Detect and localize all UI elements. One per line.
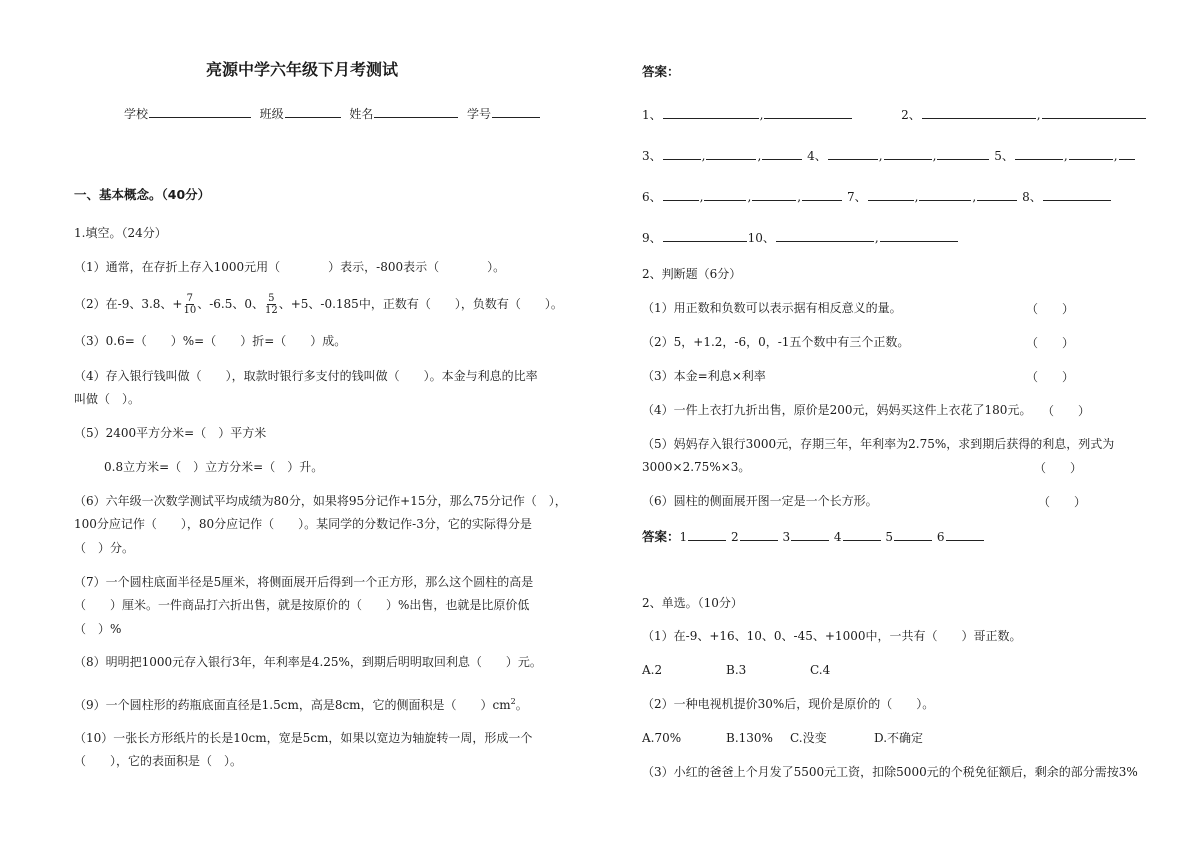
option-c[interactable]: C.4: [810, 663, 831, 677]
answer-blank[interactable]: [1042, 106, 1146, 119]
judge-2: （2）5，+1.2，-6，0，-1五个数中有三个正数。: [642, 335, 910, 349]
answer-label-1: 1、: [642, 108, 662, 122]
page-title: 亮源中学六年级下月考测试: [206, 60, 399, 79]
fill-heading: 1.填空。（24分）: [74, 226, 167, 240]
answer-blank[interactable]: [740, 528, 778, 541]
question-4-line-1: （4）存入银行钱叫做（ ），取款时银行多支付的钱叫做（ ）。本金与利息的比率: [74, 369, 538, 383]
answer-blank[interactable]: [843, 528, 881, 541]
option-b[interactable]: B.3: [726, 663, 747, 677]
question-2-text-a: （2）在-9、3.8、+: [74, 297, 183, 311]
answer-label-9: 9、: [642, 231, 662, 245]
judge-answer-num: 3: [782, 530, 791, 544]
single-heading: 2、单选。（10分）: [642, 596, 743, 610]
answer-blank[interactable]: [764, 106, 852, 119]
option-a[interactable]: A.2: [642, 663, 663, 677]
answer-blank[interactable]: [977, 188, 1017, 201]
answer-label-3: 3、: [642, 149, 662, 163]
name-blank[interactable]: [374, 105, 458, 118]
answer-label-5: 5、: [994, 149, 1014, 163]
judge-5-answer-box[interactable]: （ ）: [1034, 461, 1083, 475]
judge-4: （4）一件上衣打九折出售，原价是200元，妈妈买这件上衣花了180元。: [642, 403, 1032, 417]
answer-blank[interactable]: [828, 147, 878, 160]
answer-blank[interactable]: [919, 188, 971, 201]
question-10-line-2: （ ），它的表面积是（ ）。: [74, 754, 243, 768]
section-heading: 一、基本概念。（40分）: [74, 187, 211, 202]
answer-blank[interactable]: [894, 528, 932, 541]
class-label: 班级: [259, 107, 284, 121]
answer-blank[interactable]: [706, 147, 756, 160]
judge-3-answer-box[interactable]: （ ）: [1026, 370, 1075, 384]
judge-1-answer-box[interactable]: （ ）: [1026, 302, 1075, 316]
single-2: （2）一种电视机提价30%后，现价是原价的（ ）。: [642, 697, 935, 711]
answer-blank[interactable]: [663, 106, 759, 119]
question-7-line-1: （7）一个圆柱底面半径是5厘米，将侧面展开后得到一个正方形，那么这个圆柱的高是: [74, 575, 534, 589]
question-10-line-1: （10）一张长方形纸片的长是10cm，宽是5cm，如果以宽边为轴旋转一周，形成一个: [74, 731, 533, 745]
answer-row-4: 9、 10、 ,: [642, 229, 959, 246]
answer-blank[interactable]: [1069, 147, 1113, 160]
answer-label-4: 4、: [807, 149, 827, 163]
judge-6-answer-box[interactable]: （ ）: [1038, 495, 1087, 509]
judge-2-answer-box[interactable]: （ ）: [1026, 336, 1075, 350]
question-6-line-3: （ ）分。: [74, 541, 135, 555]
judge-1: （1）用正数和负数可以表示据有相反意义的量。: [642, 301, 902, 315]
student-info-row: [124, 105, 541, 122]
answer-blank[interactable]: [868, 188, 914, 201]
judge-answer-num: 4: [833, 530, 842, 544]
answer-label-10: 10、: [747, 231, 775, 245]
answer-blank[interactable]: [791, 528, 829, 541]
question-7-line-2: （ ）厘米。一件商品打六折出售，就是按原价的（ ）%出售，也就是比原价低: [74, 598, 530, 612]
single-3: （3）小红的爸爸上个月发了5500元工资，扣除5000元的个税免征额后，剩余的部分需按3%: [642, 765, 1138, 779]
id-label: 学号: [466, 107, 491, 121]
judge-answer-num: 2: [730, 530, 739, 544]
question-7-line-3: （ ）%: [74, 622, 122, 636]
question-5-line-2: 0.8立方米=（ ）立方分米=（ ）升。: [104, 460, 324, 474]
option-c[interactable]: C.没变: [790, 731, 827, 745]
answer-blank[interactable]: [776, 229, 874, 242]
id-blank[interactable]: [492, 105, 540, 118]
answer-blank[interactable]: [937, 147, 989, 160]
question-6-line-2: 100分应记作（ ），80分应记作（ ）。某同学的分数记作-3分，它的实际得分是: [74, 517, 532, 531]
answer-label-6: 6、: [642, 190, 662, 204]
school-label: 学校: [124, 107, 149, 121]
judge-answer-num: 5: [885, 530, 894, 544]
question-9-text: （9）一个圆柱形的药瓶底面直径是1.5cm，高是8cm，它的侧面积是（ ）cm: [74, 698, 511, 712]
answer-blank[interactable]: [884, 147, 932, 160]
question-3: （3）0.6=（ ）%=（ ）折=（ ）成。: [74, 334, 347, 348]
single-1: （1）在-9、+16、10、0、-45、+1000中，一共有（ ）哥正数。: [642, 629, 1022, 643]
answer-blank[interactable]: [880, 229, 958, 242]
judge-heading: 2、判断题（6分）: [642, 267, 742, 281]
answer-blank[interactable]: [752, 188, 796, 201]
fraction-5-12: $\frac{5}{12}$: [264, 293, 278, 316]
question-6-line-1: （6）六年级一次数学测试平均成绩为80分，如果将95分记作+15分，那么75分记作（ ），: [74, 494, 567, 508]
question-1: （1）通常，在存折上存入1000元用（ ）表示，-800表示（ ）。: [74, 260, 506, 274]
answer-blank[interactable]: [946, 528, 984, 541]
answer-blank[interactable]: [802, 188, 842, 201]
judge-answer-label: 答案：: [642, 529, 680, 544]
answer-blank[interactable]: [1015, 147, 1063, 160]
class-blank[interactable]: [285, 105, 341, 118]
question-9: [74, 694, 528, 713]
answer-label-2: 2、: [901, 108, 921, 122]
judge-answer-row: [642, 528, 985, 545]
answer-blank[interactable]: [762, 147, 802, 160]
judge-6: （6）圆柱的侧面展开图一定是一个长方形。: [642, 494, 878, 508]
fraction-7-10: $\frac{7}{10}$: [183, 293, 197, 316]
option-a[interactable]: A.70%: [642, 731, 682, 745]
judge-5-line-1: （5）妈妈存入银行3000元，存期三年，年利率为2.75%，求到期后获得的利息，列式为: [642, 437, 1115, 451]
question-9-end: 。: [515, 698, 528, 712]
judge-5-line-2: 3000×2.75%×3。: [642, 460, 751, 474]
judge-answer-num: 1: [679, 530, 688, 544]
superscript: 2: [510, 697, 516, 706]
answer-blank[interactable]: [663, 147, 701, 160]
answer-blank[interactable]: [1119, 147, 1135, 160]
judge-4-answer-box[interactable]: （ ）: [1042, 404, 1091, 418]
question-8: （8）明明把1000元存入银行3年，年利率是4.25%，到期后明明取回利息（ ）元。: [74, 655, 542, 669]
judge-answer-num: 6: [936, 530, 945, 544]
question-2-text-b: 、-6.5、0、: [197, 297, 264, 311]
answer-blank[interactable]: [922, 106, 1036, 119]
answer-blank[interactable]: [663, 229, 747, 242]
answer-row-3: 6、 , , , 7、 , , 8、: [642, 188, 1112, 205]
answer-blank[interactable]: [1043, 188, 1111, 201]
answer-label-8: 8、: [1022, 190, 1042, 204]
judge-3: （3）本金=利息×利率: [642, 369, 766, 383]
single-2-options: [642, 730, 923, 746]
question-2: [74, 293, 563, 316]
answer-title: 答案：: [642, 64, 680, 79]
answer-label-7: 7、: [846, 190, 867, 204]
option-d[interactable]: D.不确定: [874, 731, 924, 745]
question-5-line-1: （5）2400平方分米=（ ）平方米: [74, 426, 267, 440]
option-b[interactable]: B.130%: [726, 731, 773, 745]
question-2-text-c: 、+5、-0.185中，正数有（ ），负数有（ ）。: [278, 297, 563, 311]
school-blank[interactable]: [149, 105, 251, 118]
answer-blank[interactable]: [704, 188, 746, 201]
answer-row-1: 1、 , 2、 ,: [642, 106, 1147, 123]
question-4-line-2: 叫做（ ）。: [74, 392, 141, 406]
answer-row-2: 3、 , , 4、 , , 5、 , ,: [642, 147, 1136, 164]
answer-blank[interactable]: [663, 188, 699, 201]
single-1-options: [642, 662, 830, 678]
name-label: 姓名: [349, 107, 374, 121]
answer-blank[interactable]: [688, 528, 726, 541]
